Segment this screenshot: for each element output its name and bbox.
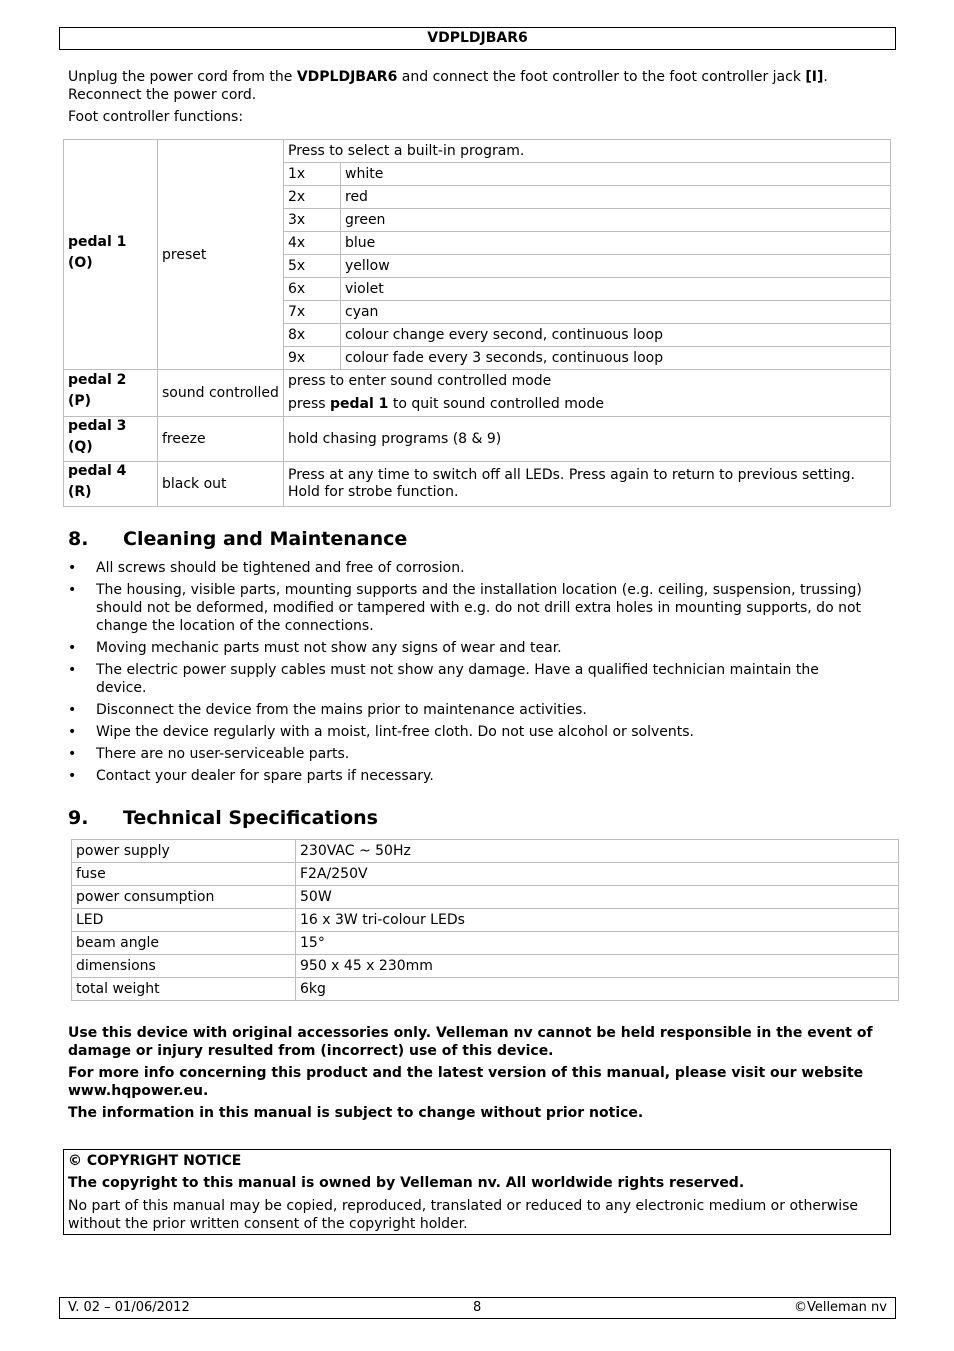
list-item [68, 767, 868, 785]
section-9-heading [68, 807, 378, 829]
document-header [59, 27, 896, 50]
bullet-icon: • [68, 560, 77, 576]
list-item [68, 745, 868, 763]
maintenance-list [68, 559, 868, 789]
table-row [64, 417, 891, 462]
bullet-icon: • [68, 746, 77, 762]
list-item [68, 559, 868, 577]
list-item-text: The housing, visible parts, mounting supports and the installation location (e.g. ceiling, suspension, trussing) should not be deformed, modified or tampered with e.g. do not drill extra holes in mounting supports, do not change the location of the connections. [96, 582, 862, 634]
preset-color: cyan [341, 301, 891, 324]
foot-controller-caption: Foot controller functions: [68, 109, 244, 125]
list-item [68, 661, 868, 697]
copyright-owner: The copyright to this manual is owned by Velleman nv. All worldwide rights reserved. [68, 1175, 745, 1191]
list-item-text: Wipe the device regularly with a moist, lint-free cloth. Do not use alcohol or solvents. [96, 724, 694, 740]
list-item-text: All screws should be tightened and free of corrosion. [96, 560, 465, 576]
preset-count: 7x [284, 301, 341, 324]
list-item [68, 581, 868, 635]
list-item-text: Contact your dealer for spare parts if necessary. [96, 768, 434, 784]
pedal-1-cell [64, 140, 158, 370]
preset-count: 2x [284, 186, 341, 209]
table-row [72, 886, 899, 909]
preset-count: 5x [284, 255, 341, 278]
accessories-notice: Use this device with original accessories only. Velleman nv cannot be held responsible in the event of damage or injury resulted from (incorrect) use of this device. [68, 1025, 873, 1059]
pedal-4-cell [64, 462, 158, 507]
specifications-table [71, 839, 899, 1001]
spec-label: power consumption [72, 886, 296, 909]
list-item [68, 723, 868, 741]
pedal-desc-line: press to enter sound controlled mode [288, 373, 552, 389]
pedal-key: (Q) [68, 439, 93, 455]
list-item-text: Disconnect the device from the mains prior to maintenance activities. [96, 702, 587, 718]
table-row [64, 462, 891, 507]
copyright-body: No part of this manual may be copied, reproduced, translated or reduced to any electronic medium or otherwise without the prior written consent of the copyright holder. [68, 1198, 858, 1232]
spec-value: F2A/250V [296, 863, 899, 886]
copyright-heading: © COPYRIGHT NOTICE [68, 1153, 242, 1169]
intro-text: . [823, 69, 828, 85]
intro-text: and connect the foot controller to the foot controller jack [397, 69, 806, 85]
pedal-key: (R) [68, 484, 92, 500]
pedal-function: preset [158, 140, 284, 370]
preset-count: 8x [284, 324, 341, 347]
spec-value: 230VAC ~ 50Hz [296, 840, 899, 863]
pedal-key: (O) [68, 254, 93, 271]
bullet-icon: • [68, 640, 77, 656]
preset-color: white [341, 163, 891, 186]
list-item-text: There are no user-serviceable parts. [96, 746, 350, 762]
pedal-function: sound controlled [158, 370, 284, 417]
table-row [72, 840, 899, 863]
spec-label: fuse [72, 863, 296, 886]
section-number: 8. [68, 528, 89, 550]
preset-count: 3x [284, 209, 341, 232]
preset-color: blue [341, 232, 891, 255]
pedal-name: pedal 4 [68, 463, 127, 479]
pedal-desc-line: to quit sound controlled mode [388, 396, 604, 412]
list-item [68, 701, 868, 719]
section-title: Cleaning and Maintenance [123, 528, 408, 550]
preset-color: colour fade every 3 seconds, continuous loop [341, 347, 891, 370]
preset-count: 9x [284, 347, 341, 370]
pedal-desc-bold: pedal 1 [330, 396, 389, 412]
pedal-function: freeze [158, 417, 284, 462]
table-row [72, 978, 899, 1001]
pedal-name: pedal 2 [68, 372, 127, 388]
copyright-box [63, 1149, 891, 1235]
preset-color: violet [341, 278, 891, 301]
spec-label: beam angle [72, 932, 296, 955]
pedal-description: hold chasing programs (8 & 9) [284, 417, 891, 462]
intro-text: Unplug the power cord from the [68, 69, 297, 85]
pedal-function: black out [158, 462, 284, 507]
footer-page-number: 8 [473, 1300, 482, 1315]
preset-color: green [341, 209, 891, 232]
preset-color: yellow [341, 255, 891, 278]
footer-version: V. 02 – 01/06/2012 [68, 1300, 190, 1315]
document-title: VDPLDJBAR6 [427, 30, 528, 46]
table-row [72, 955, 899, 978]
spec-label: total weight [72, 978, 296, 1001]
change-notice: The information in this manual is subject to change without prior notice. [68, 1105, 644, 1121]
list-item [68, 639, 868, 657]
table-row [72, 932, 899, 955]
product-name: VDPLDJBAR6 [296, 69, 398, 85]
pedal-key: (P) [68, 393, 92, 409]
table-row [64, 140, 891, 163]
footer-company: ©Velleman nv [793, 1300, 887, 1315]
preset-color: red [341, 186, 891, 209]
preset-count: 1x [284, 163, 341, 186]
pedal-description: Press to select a built-in program. [284, 140, 891, 163]
jack-ref: [I] [805, 69, 824, 85]
spec-value: 6kg [296, 978, 899, 1001]
spec-label: power supply [72, 840, 296, 863]
pedal-name: pedal 3 [68, 418, 127, 434]
intro-reconnect: Reconnect the power cord. [68, 87, 257, 103]
bullet-icon: • [68, 768, 77, 784]
section-number: 9. [68, 807, 89, 829]
bullet-icon: • [68, 582, 77, 598]
foot-controller-table [63, 139, 891, 507]
spec-value: 15° [296, 932, 899, 955]
spec-value: 50W [296, 886, 899, 909]
table-row [72, 909, 899, 932]
pedal-description [284, 370, 891, 417]
pedal-name: pedal 1 [68, 233, 127, 250]
bullet-icon: • [68, 724, 77, 740]
section-8-heading [68, 528, 407, 550]
pedal-2-cell [64, 370, 158, 417]
preset-count: 4x [284, 232, 341, 255]
preset-count: 6x [284, 278, 341, 301]
pedal-3-cell [64, 417, 158, 462]
table-row [72, 863, 899, 886]
pedal-description: Press at any time to switch off all LEDs. Press again to return to previous setting. Hold for strobe function. [284, 462, 891, 507]
pedal-desc-line: press [288, 396, 330, 412]
spec-value: 950 x 45 x 230mm [296, 955, 899, 978]
list-item-text: Moving mechanic parts must not show any signs of wear and tear. [96, 640, 562, 656]
spec-value: 16 x 3W tri-colour LEDs [296, 909, 899, 932]
bullet-icon: • [68, 702, 77, 718]
spec-label: LED [72, 909, 296, 932]
preset-color: colour change every second, continuous loop [341, 324, 891, 347]
section-title: Technical Specifications [123, 807, 378, 829]
list-item-text: The electric power supply cables must not show any damage. Have a qualified technician maintain the device. [96, 662, 819, 696]
website-notice: For more info concerning this product and the latest version of this manual, please visit our website www.hqpower.eu. [68, 1065, 864, 1099]
bullet-icon: • [68, 662, 77, 678]
spec-label: dimensions [72, 955, 296, 978]
table-row [64, 370, 891, 417]
intro-paragraph [68, 68, 888, 104]
document-footer [59, 1297, 896, 1319]
